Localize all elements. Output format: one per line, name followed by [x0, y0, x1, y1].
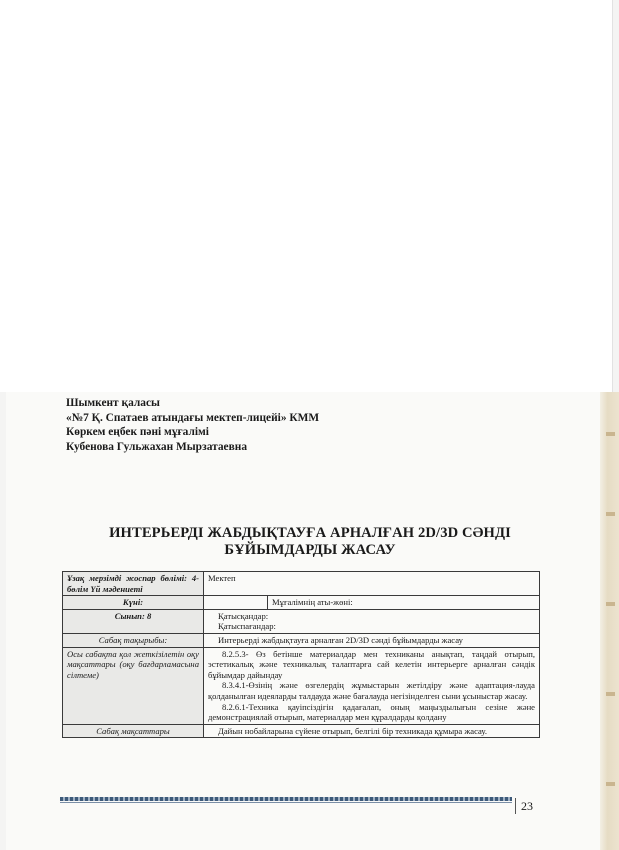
author-school: «№7 Қ. Спатаев атындағы мектеп-лицейі» КММ [66, 411, 320, 424]
lesson-plan-table [62, 571, 540, 738]
present-label: Қатысқандар: [218, 610, 269, 621]
teacher-name-label: Мұғалімнің аты-жөні: [268, 596, 540, 610]
objective-2: 8.3.4.1-Өзінің және өзгелердің жұмыстарын жетілдіру және адаптация-лауда қолданылған идеяларды талдауда және бағалауда негізінделген сыни ұсыныстар жасау. [208, 680, 535, 701]
page-number: 23 [521, 799, 533, 813]
topic-label: Сабақ тақырыбы: [63, 633, 204, 647]
table-row [63, 609, 540, 633]
title-line-1: ИНТЕРЬЕРДІ ЖАБДЫҚТАУҒА АРНАЛҒАН 2D/3D СӘНДІ [109, 525, 511, 541]
grade-label: Сынып: 8 [63, 609, 204, 633]
long-term-plan-label: Ұзақ мерзімді жоспар бөлімі: 4-бөлім Үй мәдениеті [63, 572, 204, 596]
objective-1: 8.2.5.3- Өз бетінше материалдар мен техниканы анықтап, таңдай отырып, эстетикалық және техникалық талаптарға сай келетін интерьерге арналған сәндік бұйымдар дайындау [208, 648, 535, 680]
author-block [66, 396, 319, 454]
date-label: Күні: [63, 596, 204, 610]
footer-rule [60, 802, 512, 803]
title-line-2: БҰЙЫМДАРДЫ ЖАСАУ [224, 542, 396, 558]
author-name: Кубенова Гульжахан Мырзатаевна [66, 440, 248, 453]
lesson-goals-label: Сабақ мақсаттары [63, 724, 204, 738]
school-value: Мектеп [204, 572, 540, 596]
objective-3: 8.2.6.1-Техника қауіпсіздігін қадағалап, оның маңыздылығын сезіне және демонстрациялай отырып, материалдар мен құралдарды қолдану [208, 701, 535, 723]
topic-value: Интерьерді жабдықтауға арналған 2D/3D сәнді бұйымдарды жасау [204, 633, 540, 647]
footer-ornament-line [60, 797, 512, 801]
page-number-separator [515, 798, 516, 814]
page-title [70, 525, 550, 559]
author-position: Көркем еңбек пәні мұғалімі [66, 426, 209, 439]
author-city: Шымкент қаласы [66, 397, 160, 409]
absent-label: Қатыспағандар: [218, 621, 276, 632]
learning-objectives-list [204, 647, 540, 724]
table-row [63, 596, 540, 610]
table-row [63, 647, 540, 724]
date-value [204, 596, 268, 610]
table-row [63, 724, 540, 738]
lesson-goals-value: Дайын нобайларына сүйене отырып, белгілі бір техникада құмыра жасау. [204, 724, 540, 738]
page-edge-decoration [600, 392, 619, 850]
overlay-sheet [0, 0, 613, 392]
table-row [63, 572, 540, 596]
table-row [63, 633, 540, 647]
learning-objectives-label: Осы сабақта қол жеткізілетін оқу мақсаттары (оқу бағдарламасына сілтеме) [63, 647, 204, 724]
